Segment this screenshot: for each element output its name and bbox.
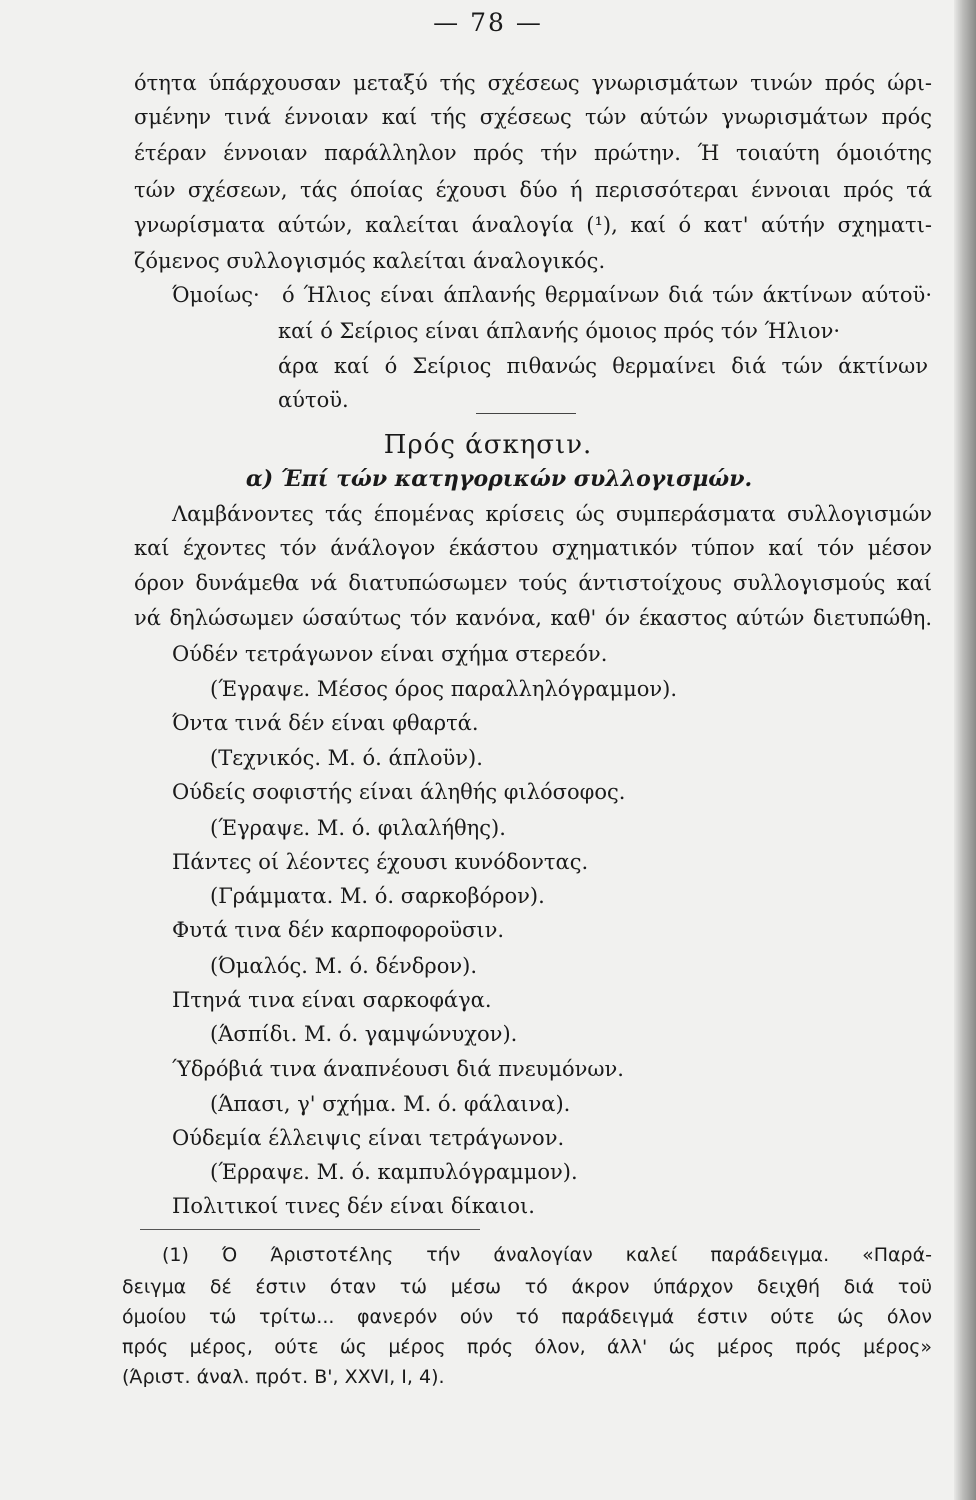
exercise-hint: (Γράμματα. Μ. ό. σαρκοβόρον). xyxy=(210,884,545,908)
exercise-heading: Πρός άσκησιν. xyxy=(383,430,593,460)
exercise-statement: Ύδρόβιά τινα άναπνέουσι διά πνευμόνων. xyxy=(172,1057,624,1081)
exercise-hint: (Έρραψε. Μ. ό. καμπυλόγραμμον). xyxy=(210,1160,578,1184)
exercise-statement: Ούδέν τετράγωνον είναι σχήμα στερεόν. xyxy=(172,642,608,666)
exercise-hint: (Έγραψε. Μέσος όρος παραλληλόγραμμον). xyxy=(210,677,678,701)
example-label: Όμοίως· xyxy=(172,283,260,307)
example-line: καί ό Σείριος είναι άπλανής όμοιος πρός τόν Ήλιον· xyxy=(278,319,841,343)
intro-line: ζόμενος συλλογισμός καλείται άναλογικός. xyxy=(134,249,606,273)
footnote-line: (Άριστ. άναλ. πρότ. Β', XXVI, I, 4). xyxy=(122,1366,445,1388)
exercise-hint: (Τεχνικός. Μ. ό. άπλοϋν). xyxy=(210,746,483,770)
example-line: άρα καί ό Σείριος πιθανώς θερμαίνει διά τών άκτίνων xyxy=(278,354,928,378)
instruction-line: καί έχοντες τόν άνάλογον έκάστου σχηματικόν τύπον καί τόν μέσον xyxy=(134,536,932,560)
footnote-line: πρός μέρος, ούτε ώς μέρος πρός όλον, άλλ' ώς μέρος πρός μέρος» xyxy=(122,1336,932,1358)
exercise-statement: Ούδείς σοφιστής είναι άληθής φιλόσοφος. xyxy=(172,780,626,804)
page-edge-shadow xyxy=(954,0,976,1500)
instruction-line: Λαμβάνοντες τάς έπομένας κρίσεις ώς συμπεράσματα συλλογισμών xyxy=(172,502,932,526)
exercise-hint: (Άσπίδι. Μ. ό. γαμψώνυχον). xyxy=(210,1022,518,1046)
example-line: ό Ήλιος είναι άπλανής θερμαίνων διά τών άκτίνων αύτοϋ· xyxy=(282,283,932,307)
exercise-statement: Πάντες οί λέοντες έχουσι κυνόδοντας. xyxy=(172,850,589,874)
exercise-statement: Πτηνά τινα είναι σαρκοφάγα. xyxy=(172,988,492,1012)
exercise-hint: (Όμαλός. Μ. ό. δένδρον). xyxy=(210,954,478,978)
instruction-line: όρον δυνάμεθα νά διατυπώσωμεν τούς άντιστοίχους συλλογισμούς καί xyxy=(134,571,932,595)
footnote-divider xyxy=(140,1229,480,1230)
section-divider xyxy=(476,413,576,414)
exercise-statement: Ούδεμία έλλειψις είναι τετράγωνον. xyxy=(172,1126,565,1150)
exercise-hint: (Άπασι, γ' σχήμα. Μ. ό. φάλαινα). xyxy=(210,1092,571,1116)
exercise-statement: Πολιτικοί τινες δέν είναι δίκαιοι. xyxy=(172,1194,535,1218)
page-number: — 78 — xyxy=(433,8,543,37)
footnote-line: (1) Ό Άριστοτέλης τήν άναλογίαν καλεί παράδειγμα. «Παρά- xyxy=(162,1244,932,1266)
intro-line: γνωρίσματα αύτών, καλείται άναλογία (¹), καί ό κατ' αύτήν σχηματι- xyxy=(134,213,932,237)
exercise-statement: Φυτά τινα δέν καρποφοροϋσιν. xyxy=(172,918,505,942)
intro-line: σμένην τινά έννοιαν καί τής σχέσεως τών αύτών γνωρισμάτων πρός xyxy=(134,105,932,129)
intro-line: τών σχέσεων, τάς όποίας έχουσι δύο ή περισσότεραι έννοιαι πρός τά xyxy=(134,178,932,202)
footnote-line: όμοίου τώ τρίτω... φανερόν ούν τό παράδειγμά έστιν ούτε ώς όλον xyxy=(122,1306,932,1328)
example-line: αύτοϋ. xyxy=(278,388,349,412)
footnote-line: δειγμα δέ έστιν όταν τώ μέσω τό άκρον ύπάρχον δειχθή διά τοϋ xyxy=(122,1276,932,1298)
intro-line: ότητα ύπάρχουσαν μεταξύ τής σχέσεως γνωρισμάτων τινών πρός ώρι- xyxy=(134,71,932,95)
exercise-subheading: α) Έπί τών κατηγορικών συλλογισμών. xyxy=(245,466,753,492)
exercise-hint: (Έγραψε. Μ. ό. φιλαλήθης). xyxy=(210,816,506,840)
instruction-line: νά δηλώσωμεν ώσαύτως τόν κανόνα, καθ' όν έκαστος αύτών διετυπώθη. xyxy=(134,606,932,630)
exercise-statement: Όντα τινά δέν είναι φθαρτά. xyxy=(172,711,479,735)
intro-line: έτέραν έννοιαν παράλληλον πρός τήν πρώτην. Ή τοιαύτη όμοιότης xyxy=(134,141,932,165)
